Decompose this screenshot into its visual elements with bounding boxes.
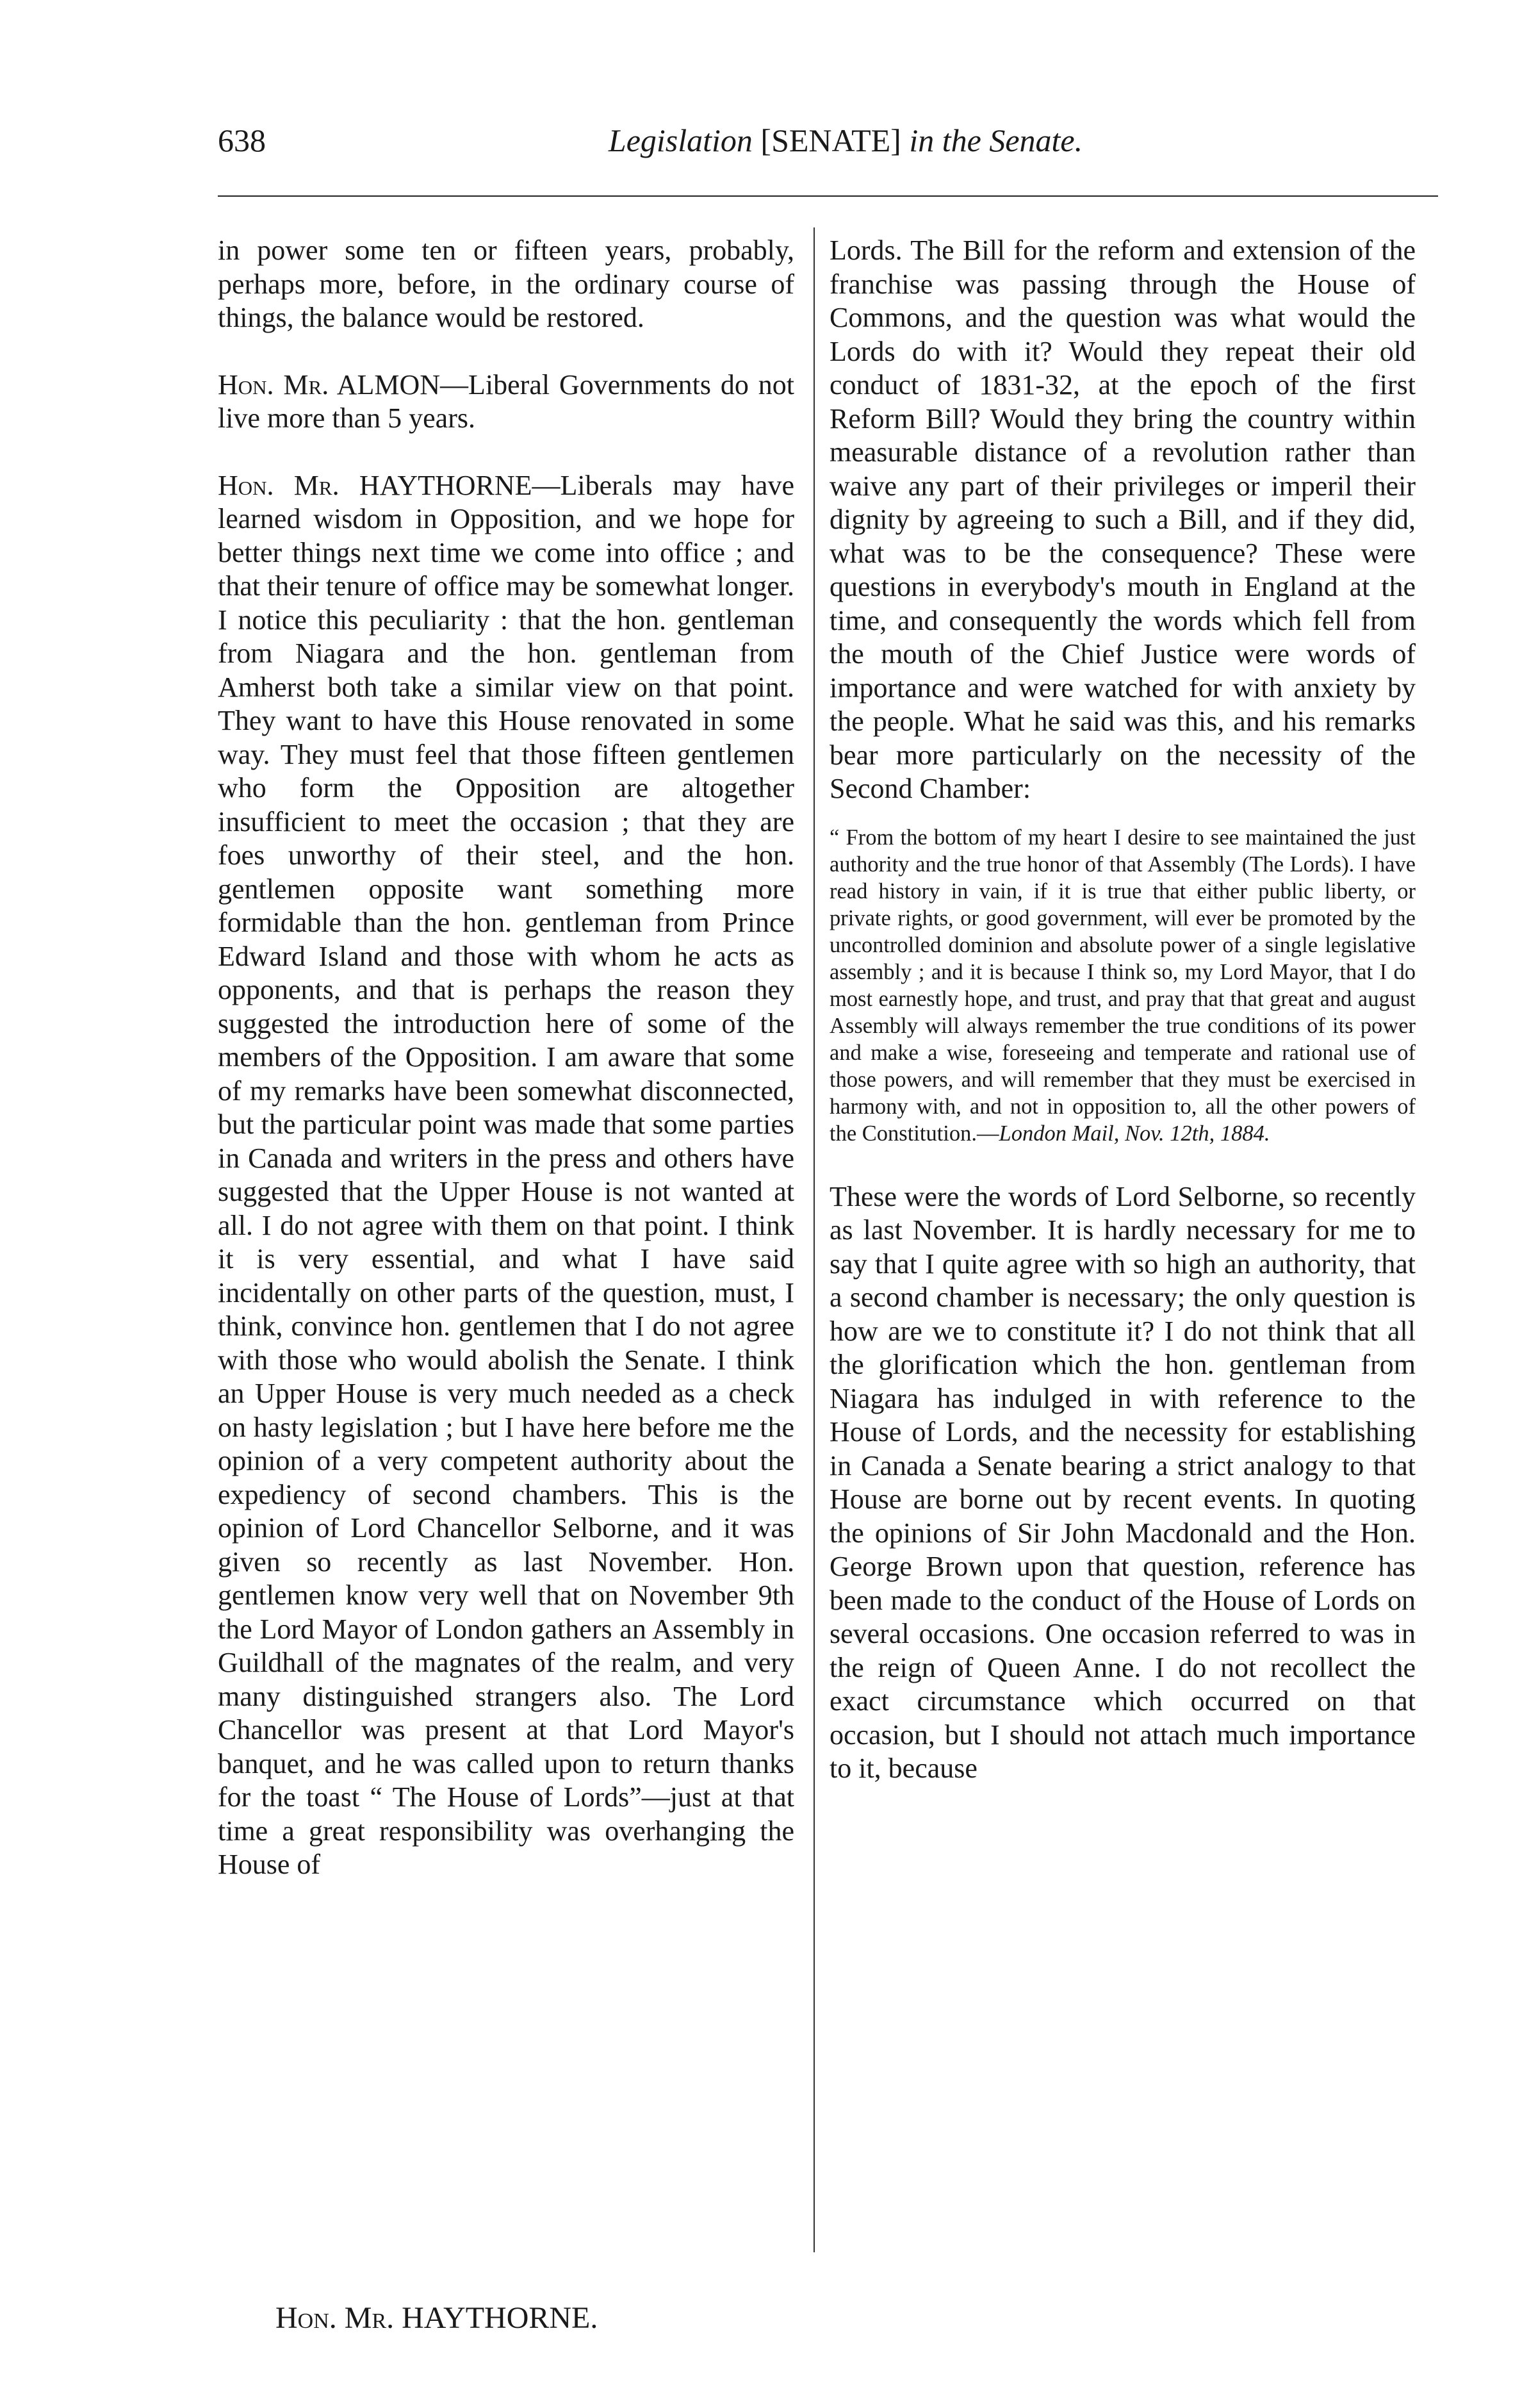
running-head xyxy=(218,122,1473,159)
page-number: 638 xyxy=(218,122,266,158)
paragraph xyxy=(218,368,794,436)
running-head-chamber: [SENATE] xyxy=(760,122,901,158)
page-header xyxy=(218,122,1473,179)
page-footer: Hon. Mr. HAYTHORNE. xyxy=(275,2301,598,2335)
left-column xyxy=(218,234,794,1882)
running-head-left: Legislation xyxy=(608,122,753,158)
speech-text: —Liberal Governments do not live more than 5 years. xyxy=(218,368,795,434)
speech-text: —Liberals may have learned wisdom in Opposition, and we hope for better things next time we come into office ; and that their tenure of office may be somewhat longer. I notice this peculiarity : that the hon. gentleman from Niagara and the hon. gentleman from Amherst both take a similar view on that point. They want to have this House renovated in some way. They must feel that those fifteen gentlemen who form the Opposition are altogether insufficient to meet the occasion ; that they are foes unworthy of their steel, and the hon. gentlemen opposite want something more formidable than the hon. gentleman from Prince Edward Island and those with whom he acts as opponents, and that is perhaps the reason they suggested the introduction here of some of the members of the Opposition. I am aware that some of my remarks have been somewhat disconnected, but the particular point was made that some parties in Canada and writers in the press and others have suggested that the Upper House is not wanted at all. I do not agree with them on that point. I think it is very essential, and what I have said incidentally on other parts of the question, must, I think, convince hon. gentlemen that I do not agree with those who would abolish the Senate. I think an Upper House is very much needed as a check on hasty legislation ; but I have here before me the opinion of a very competent authority about the expediency of second chambers. This is the opinion of Lord Chancellor Selborne, and it was given so recently as last November. Hon. gentlemen know very well that on November 9th the Lord Mayor of London gathers an Assembly in Guildhall of the magnates of the realm, and very many distinguished strangers also. The Lord Chancellor was present at that Lord Mayor's banquet, and he was called upon to return thanks for the toast “ The House of Lords”—just at that time a great responsibility was overhanging the House of xyxy=(218,469,794,1880)
quote-source: London Mail, Nov. 12th, 1884. xyxy=(999,1121,1270,1146)
speaker-name: Hon. Mr. HAYTHORNE xyxy=(218,469,532,501)
quote-text: “ From the bottom of my heart I desire to see maintained the just authority and the true honor of that Assembly (The Lords). I have read history in vain, if it is true that either public liberty, or private rights, or good government, will ever be promoted by the uncontrolled dominion and absolute power of a single legislative assembly ; and it is because I think so, my Lord Mayor, that I do most earnestly hope, and trust, and pray that that great and august Assembly will always remember the true conditions of its power and make a wise, foreseeing and temperate and rational use of those powers, and will remember that they must be exercised in harmony with, and not in opposition to, all the other powers of the Constitution.— xyxy=(830,825,1416,1146)
speaker-name: Hon. Mr. ALMON xyxy=(218,368,441,400)
block-quote xyxy=(830,824,1416,1147)
paragraph xyxy=(218,469,794,1882)
paragraph: in power some ten or fifteen years, probably, perhaps more, before, in the ordinary course of things, the balance would be restored. xyxy=(218,235,794,333)
right-column xyxy=(830,234,1416,1786)
header-rule xyxy=(218,195,1438,197)
running-head-right: in the Senate. xyxy=(909,122,1083,158)
paragraph: These were the words of Lord Selborne, so recently as last November. It is hardly necessary for me to say that I quite agree with so high an authority, that a second chamber is necessary; the only question is how are we to constitute it? I do not think that all the glorification which the hon. gentleman from Niagara has indulged in with reference to the House of Lords, and the necessity for establishing in Canada a Senate bearing a strict analogy to that House are borne out by recent events. In quoting the opinions of Sir John Macdonald and the Hon. George Brown upon that question, reference has been made to the conduct of the House of Lords on several occasions. One occasion referred to was in the reign of Queen Anne. I do not recollect the exact circumstance which occurred on that occasion, but I should not attach much importance to it, because xyxy=(830,1180,1416,1784)
paragraph: Lords. The Bill for the reform and extension of the franchise was passing through the House of Commons, and the question was what would the Lords do with it? Would they repeat their old conduct of 1831-32, at the epoch of the first Reform Bill? Would they bring the country within measurable distance of a revolution rather than waive any part of their privileges or imperil their dignity by agreeing to such a Bill, and if they did, what was to be the consequence? These were questions in everybody's mouth in England at the time, and consequently the words which fell from the mouth of the Chief Justice were words of importance and were watched for with anxiety by the people. What he said was this, and his remarks bear more particularly on the necessity of the Second Chamber: xyxy=(830,235,1416,804)
column-divider xyxy=(814,227,815,2252)
